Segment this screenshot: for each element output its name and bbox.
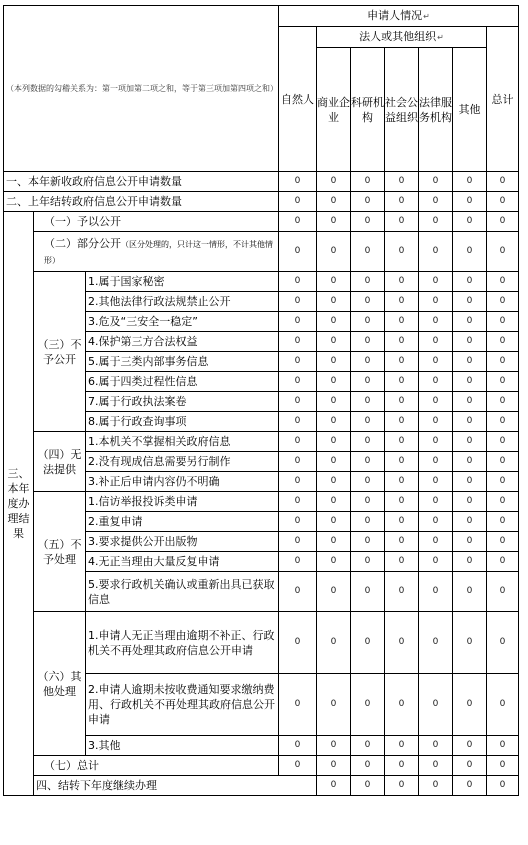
table-row [4, 776, 519, 796]
group5-label: （五）不予处理 [34, 492, 86, 612]
cell-value: 0 [279, 432, 317, 452]
cell-value: 0 [419, 292, 453, 312]
cell-value: 0 [351, 392, 385, 412]
row-label: 3.要求提供公开出版物 [86, 532, 279, 552]
cell-value: 0 [351, 572, 385, 612]
row-label: （二）部分公开 [44, 236, 121, 250]
cell-value: 0 [487, 432, 519, 452]
group4-label: （四）无法提供 [34, 432, 86, 492]
cell-value: 0 [351, 472, 385, 492]
row-label: 四、结转下年度继续办理 [34, 776, 317, 796]
cell-value: 0 [317, 372, 351, 392]
cell-value: 0 [279, 292, 317, 312]
row-label: 2.没有现成信息需要另行制作 [86, 452, 279, 472]
table-row [4, 492, 519, 512]
cell-value: 0 [385, 272, 419, 292]
row-label: 3.其他 [86, 736, 279, 756]
cell-value: 0 [279, 572, 317, 612]
cell-value: 0 [487, 412, 519, 432]
cell-value: 0 [487, 572, 519, 612]
cell-value: 0 [487, 472, 519, 492]
row-label: 二、上年结转政府信息公开申请数量 [4, 192, 279, 212]
cell-value: 0 [317, 392, 351, 412]
cell-value: 0 [317, 512, 351, 532]
cell-value: 0 [385, 552, 419, 572]
cell-value: 0 [385, 452, 419, 472]
header-legal-persons-group: 法人或其他组织↵ [317, 27, 487, 48]
cell-value: 0 [487, 532, 519, 552]
cell-value: 0 [279, 272, 317, 292]
cell-value: 0 [385, 612, 419, 674]
gov-info-disclosure-table [3, 5, 519, 796]
table-row [4, 272, 519, 292]
cell-value: 0 [453, 736, 487, 756]
cell-value: 0 [317, 572, 351, 612]
cell-value: 0 [317, 212, 351, 232]
cell-value: 0 [317, 432, 351, 452]
cell-value: 0 [279, 352, 317, 372]
header-col-natural-person: 自然人 [279, 27, 317, 172]
cell-value: 0 [487, 372, 519, 392]
row-label: 7.属于行政执法案卷 [86, 392, 279, 412]
cell-value: 0 [385, 532, 419, 552]
cell-value: 0 [317, 192, 351, 212]
header-applicant-situation: 申请人情况↵ [279, 6, 519, 27]
cell-value: 0 [453, 232, 487, 272]
cell-value: 0 [351, 736, 385, 756]
cell-value: 0 [317, 232, 351, 272]
cell-value: 0 [279, 372, 317, 392]
cell-value: 0 [317, 532, 351, 552]
cell-value: 0 [419, 492, 453, 512]
row-label: 6.属于四类过程性信息 [86, 372, 279, 392]
cell-value: 0 [419, 352, 453, 372]
cell-value: 0 [419, 272, 453, 292]
cell-value: 0 [419, 756, 453, 776]
cell-value: 0 [317, 756, 351, 776]
cell-value: 0 [487, 612, 519, 674]
cell-value: 0 [317, 674, 351, 736]
cell-value: 0 [279, 736, 317, 756]
cell-value: 0 [317, 472, 351, 492]
cell-value: 0 [279, 332, 317, 352]
cell-value: 0 [385, 756, 419, 776]
cell-value: 0 [279, 232, 317, 272]
cell-value: 0 [351, 612, 385, 674]
cell-value: 0 [279, 756, 317, 776]
cell-value: 0 [487, 172, 519, 192]
cell-value: 0 [385, 172, 419, 192]
cell-value: 0 [317, 736, 351, 756]
header-note: （本列数据的勾稽关系为：第一项加第二项之和，等于第三项加第四项之和） [6, 84, 278, 93]
table-row [4, 192, 519, 212]
cell-value: 0 [453, 172, 487, 192]
header-col-other: 其他 [453, 48, 487, 172]
row-label: （七）总计 [34, 756, 279, 776]
cell-value: 0 [351, 492, 385, 512]
cell-value: 0 [351, 412, 385, 432]
cell-value: 0 [487, 392, 519, 412]
cell-value: 0 [317, 272, 351, 292]
row-label: 3.补正后申请内容仍不明确 [86, 472, 279, 492]
cell-value: 0 [385, 232, 419, 272]
cell-value: 0 [351, 192, 385, 212]
cell-value: 0 [317, 492, 351, 512]
cell-value: 0 [487, 232, 519, 272]
cell-value: 0 [419, 232, 453, 272]
cell-value: 0 [279, 212, 317, 232]
cell-value: 0 [419, 392, 453, 412]
cell-value: 0 [453, 756, 487, 776]
cell-value: 0 [317, 452, 351, 472]
cell-value: 0 [453, 452, 487, 472]
table-row [4, 172, 519, 192]
cell-value: 0 [419, 472, 453, 492]
cell-value: 0 [453, 412, 487, 432]
cell-value: 0 [351, 232, 385, 272]
cell-value: 0 [419, 512, 453, 532]
cell-value: 0 [453, 776, 487, 796]
cell-value: 0 [279, 612, 317, 674]
cell-value: 0 [419, 192, 453, 212]
cell-value: 0 [279, 192, 317, 212]
cell-value: 0 [317, 412, 351, 432]
header-col-research: 科研机构 [351, 48, 385, 172]
cell-value: 0 [419, 736, 453, 756]
cell-value: 0 [351, 172, 385, 192]
cell-value: 0 [453, 212, 487, 232]
cell-value: 0 [385, 432, 419, 452]
cell-value: 0 [351, 352, 385, 372]
cell-value: 0 [419, 312, 453, 332]
cell-value: 0 [317, 332, 351, 352]
row-label: 1.本机关不掌握相关政府信息 [86, 432, 279, 452]
cell-value: 0 [419, 332, 453, 352]
cell-value: 0 [453, 352, 487, 372]
cell-value: 0 [453, 552, 487, 572]
cell-value: 0 [487, 352, 519, 372]
cell-value: 0 [351, 272, 385, 292]
cell-value: 0 [453, 332, 487, 352]
cell-value: 0 [385, 212, 419, 232]
cell-value: 0 [453, 272, 487, 292]
row-label: （一）予以公开 [34, 212, 279, 232]
row-note: （区分处理的，只计这一情形，不计其他情形） [44, 239, 273, 265]
cell-value: 0 [487, 512, 519, 532]
cell-value: 0 [487, 332, 519, 352]
cell-value: 0 [419, 432, 453, 452]
cell-value: 0 [385, 332, 419, 352]
cell-value: 0 [351, 332, 385, 352]
cell-value: 0 [279, 552, 317, 572]
cell-value: 0 [385, 776, 419, 796]
row-label: 3.危及“三安全一稳定” [86, 312, 279, 332]
cell-value: 0 [279, 492, 317, 512]
cell-value: 0 [351, 674, 385, 736]
row-label: 1.信访举报投诉类申请 [86, 492, 279, 512]
cell-value: 0 [453, 492, 487, 512]
row-label: 2.重复申请 [86, 512, 279, 532]
cell-value: 0 [279, 392, 317, 412]
cell-value: 0 [487, 212, 519, 232]
table-row [4, 432, 519, 452]
cell-value: 0 [487, 452, 519, 472]
row-label: 5.要求行政机关确认或重新出具已获取信息 [86, 572, 279, 612]
cell-value: 0 [487, 312, 519, 332]
cell-value: 0 [279, 412, 317, 432]
cell-value: 0 [385, 492, 419, 512]
cell-value: 0 [419, 412, 453, 432]
row-label: 1.属于国家秘密 [86, 272, 279, 292]
cell-value: 0 [385, 512, 419, 532]
section3-label: 三、本年度办理结果 [4, 212, 34, 796]
cell-value: 0 [419, 532, 453, 552]
cell-value: 0 [317, 612, 351, 674]
cell-value: 0 [351, 512, 385, 532]
cell-value: 0 [351, 776, 385, 796]
row-label: 4.保护第三方合法权益 [86, 332, 279, 352]
cell-value: 0 [351, 212, 385, 232]
header-applicant-situation-label: 申请人情况 [367, 9, 423, 22]
header-col-business: 商业企业 [317, 48, 351, 172]
cell-value: 0 [453, 674, 487, 736]
cell-value: 0 [385, 674, 419, 736]
cell-value: 0 [487, 272, 519, 292]
cell-value: 0 [453, 292, 487, 312]
cell-value: 0 [385, 292, 419, 312]
cell-value: 0 [351, 532, 385, 552]
cell-value: 0 [419, 212, 453, 232]
cell-value: 0 [419, 612, 453, 674]
cell-value: 0 [351, 372, 385, 392]
cell-value: 0 [487, 292, 519, 312]
cell-value: 0 [453, 512, 487, 532]
cell-value: 0 [453, 472, 487, 492]
header-col-public-welfare: 社会公益组织 [385, 48, 419, 172]
header-note-cell [4, 6, 279, 172]
cell-value: 0 [351, 312, 385, 332]
cell-value: 0 [351, 292, 385, 312]
cell-value: 0 [487, 776, 519, 796]
table-row [4, 232, 519, 272]
cell-value: 0 [279, 312, 317, 332]
cell-value: 0 [453, 612, 487, 674]
cell-value: 0 [351, 452, 385, 472]
table-row [4, 212, 519, 232]
cell-value: 0 [317, 292, 351, 312]
row-label: 一、本年新收政府信息公开申请数量 [4, 172, 279, 192]
cell-value: 0 [385, 572, 419, 612]
cell-value: 0 [487, 492, 519, 512]
row-label-partial-disclosure [34, 232, 279, 272]
cell-value: 0 [351, 756, 385, 776]
cell-value: 0 [419, 452, 453, 472]
cell-value: 0 [453, 372, 487, 392]
cell-value: 0 [453, 392, 487, 412]
cell-value: 0 [385, 312, 419, 332]
cell-value: 0 [385, 392, 419, 412]
cell-value: 0 [279, 452, 317, 472]
cell-value: 0 [385, 352, 419, 372]
header-legal-persons-group-label: 法人或其他组织 [359, 30, 437, 43]
row-label: 8.属于行政查询事项 [86, 412, 279, 432]
cell-value: 0 [279, 172, 317, 192]
row-label: 5.属于三类内部事务信息 [86, 352, 279, 372]
cell-value: 0 [453, 432, 487, 452]
cell-value: 0 [453, 312, 487, 332]
cell-value: 0 [317, 776, 351, 796]
cell-value: 0 [487, 552, 519, 572]
cell-value: 0 [487, 756, 519, 776]
header-col-legal-service: 法律服务机构 [419, 48, 453, 172]
table-row [4, 612, 519, 674]
row-label: 2.申请人逾期未按收费通知要求缴纳费用、行政机关不再处理其政府信息公开申请 [86, 674, 279, 736]
cell-value: 0 [419, 674, 453, 736]
cell-value: 0 [279, 532, 317, 552]
cell-value: 0 [385, 412, 419, 432]
row-label: 1.申请人无正当理由逾期不补正、行政机关不再处理其政府信息公开申请 [86, 612, 279, 674]
cell-value: 0 [279, 674, 317, 736]
cell-value: 0 [453, 532, 487, 552]
cell-value: 0 [385, 472, 419, 492]
cell-value: 0 [279, 512, 317, 532]
cell-value: 0 [419, 572, 453, 612]
cell-value: 0 [419, 552, 453, 572]
header-col-total: 总计 [487, 27, 519, 172]
cell-value: 0 [385, 192, 419, 212]
cell-value: 0 [317, 172, 351, 192]
row-label: 4.无正当理由大量反复申请 [86, 552, 279, 572]
cell-value: 0 [487, 192, 519, 212]
cell-value: 0 [419, 776, 453, 796]
cell-value: 0 [419, 372, 453, 392]
cell-value: 0 [317, 352, 351, 372]
cell-value: 0 [279, 472, 317, 492]
cell-value: 0 [351, 432, 385, 452]
cell-value: 0 [419, 172, 453, 192]
cell-value: 0 [453, 572, 487, 612]
group6-label: （六）其他处理 [34, 612, 86, 756]
cell-value: 0 [385, 736, 419, 756]
table-row [4, 756, 519, 776]
cell-value: 0 [487, 736, 519, 756]
cell-value: 0 [487, 674, 519, 736]
cell-value: 0 [317, 312, 351, 332]
cell-value: 0 [453, 192, 487, 212]
row-label: 2.其他法律行政法规禁止公开 [86, 292, 279, 312]
cell-value: 0 [351, 552, 385, 572]
cell-value: 0 [385, 372, 419, 392]
group3-label: （三）不予公开 [34, 272, 86, 432]
cell-value: 0 [317, 552, 351, 572]
